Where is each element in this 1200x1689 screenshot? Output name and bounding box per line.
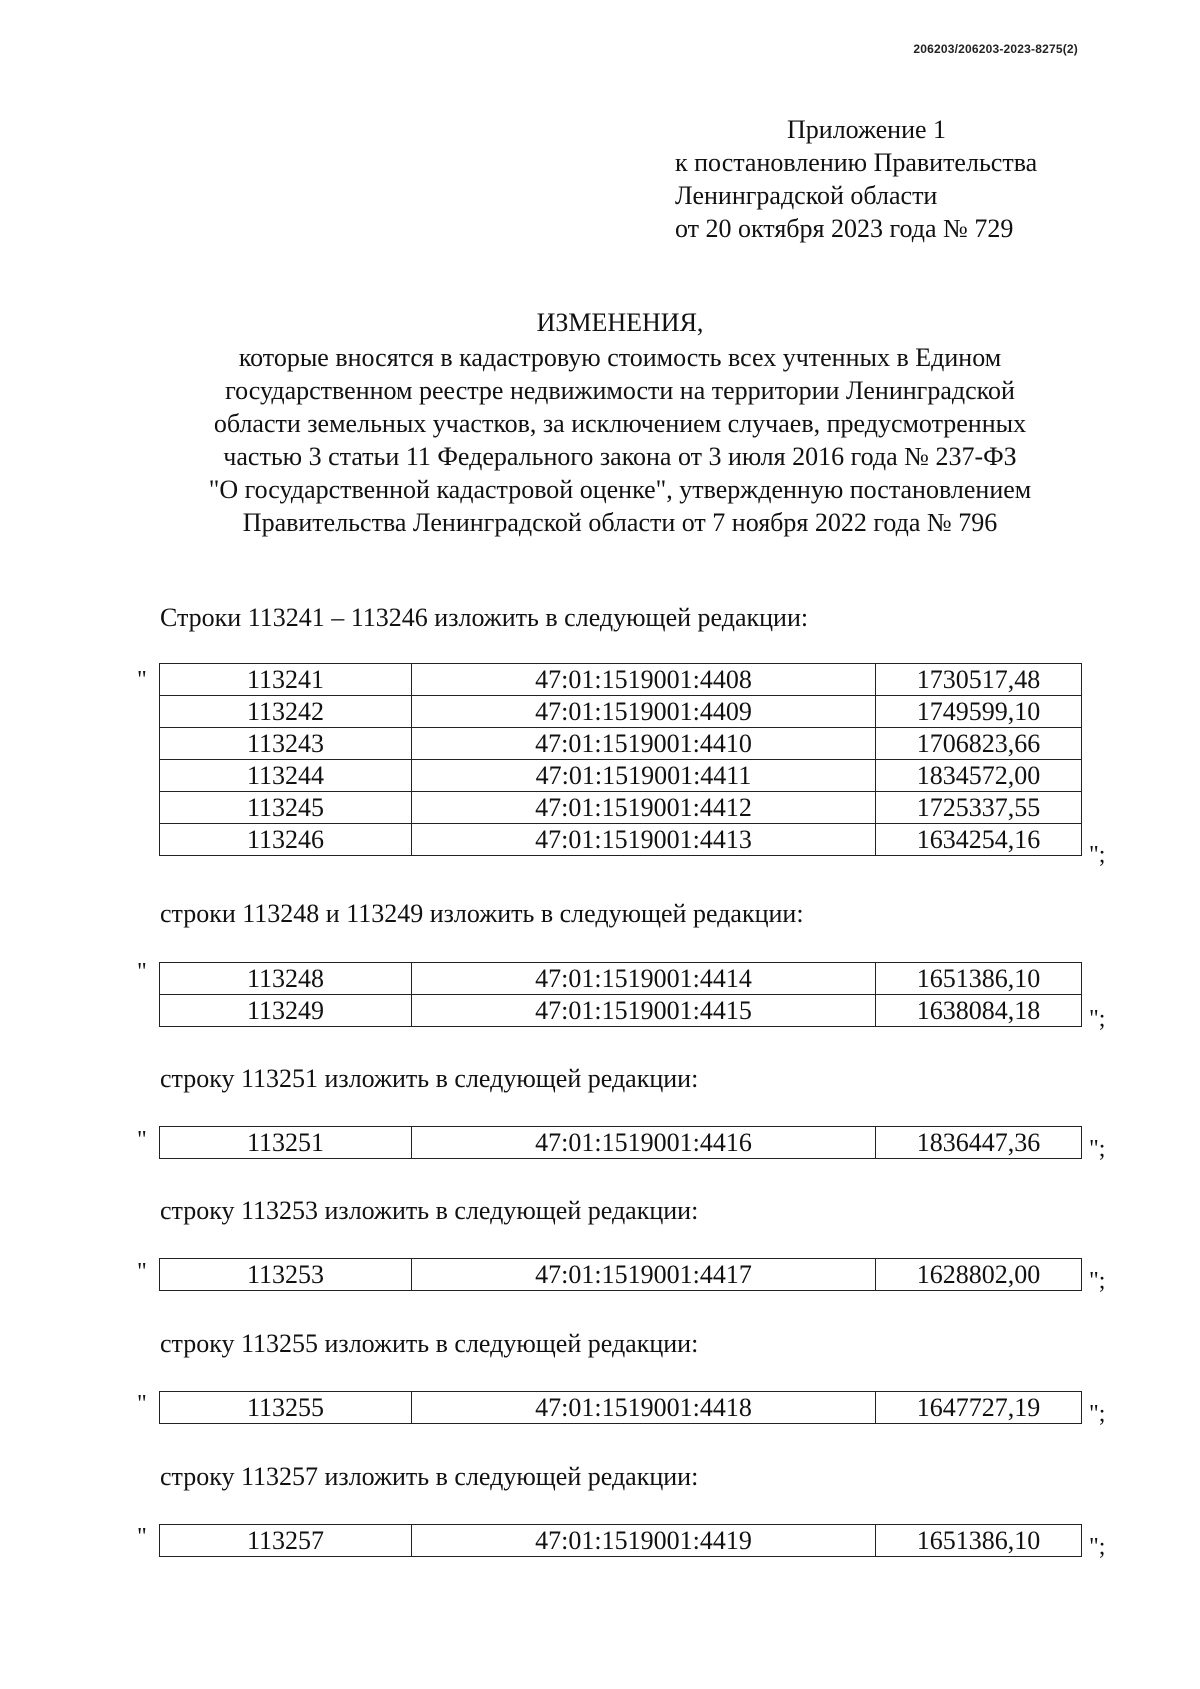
- row-number: 113243: [160, 728, 412, 760]
- table-row: [160, 664, 1082, 696]
- amendment-table: [159, 1524, 1082, 1557]
- cadastral-value: 1628802,00: [876, 1259, 1082, 1291]
- open-quote: ": [137, 1127, 147, 1153]
- heading-title: ИЗМЕНЕНИЯ,: [536, 308, 704, 337]
- amendment-table: [159, 1391, 1082, 1424]
- cadastral-number: 47:01:1519001:4419: [412, 1525, 876, 1557]
- row-number: 113248: [160, 963, 412, 995]
- appendix-block: [675, 113, 1037, 245]
- cadastral-number: 47:01:1519001:4415: [412, 995, 876, 1027]
- row-number: 113255: [160, 1392, 412, 1424]
- cadastral-value: 1706823,66: [876, 728, 1082, 760]
- close-quote: ";: [1089, 1136, 1106, 1162]
- row-number: 113244: [160, 760, 412, 792]
- cadastral-value: 1651386,10: [876, 963, 1082, 995]
- heading-line: области земельных участков, за исключением случаев, предусмотренных: [213, 409, 1027, 438]
- close-quote: ";: [1089, 842, 1106, 868]
- table-row: [160, 1392, 1082, 1424]
- close-quote: ";: [1089, 1268, 1106, 1294]
- row-number: 113251: [160, 1127, 412, 1159]
- table-row: [160, 995, 1082, 1027]
- row-number: 113245: [160, 792, 412, 824]
- close-quote: ";: [1089, 1401, 1106, 1427]
- section-intro: строку 113257 изложить в следующей редакции:: [160, 1462, 699, 1491]
- cadastral-number: 47:01:1519001:4413: [412, 824, 876, 856]
- cadastral-number: 47:01:1519001:4408: [412, 664, 876, 696]
- row-number: 113249: [160, 995, 412, 1027]
- cadastral-number: 47:01:1519001:4409: [412, 696, 876, 728]
- cadastral-value: 1836447,36: [876, 1127, 1082, 1159]
- section-intro: строку 113255 изложить в следующей редакции:: [160, 1329, 699, 1358]
- cadastral-number: 47:01:1519001:4414: [412, 963, 876, 995]
- section-intro: строку 113253 изложить в следующей редакции:: [160, 1196, 699, 1225]
- table-row: [160, 1127, 1082, 1159]
- appendix-line-3: от 20 октября 2023 года № 729: [675, 214, 1014, 243]
- cadastral-number: 47:01:1519001:4411: [412, 760, 876, 792]
- table-row: [160, 696, 1082, 728]
- document-heading: [130, 306, 1110, 539]
- cadastral-value: 1638084,18: [876, 995, 1082, 1027]
- appendix-title: Приложение 1: [787, 115, 947, 144]
- close-quote: ";: [1089, 1534, 1106, 1560]
- amendment-table: [159, 1126, 1082, 1159]
- table-row: [160, 1525, 1082, 1557]
- table-row: [160, 760, 1082, 792]
- amendment-table: [159, 663, 1082, 856]
- cadastral-number: 47:01:1519001:4416: [412, 1127, 876, 1159]
- cadastral-value: 1647727,19: [876, 1392, 1082, 1424]
- document-id: 206203/206203-2023-8275(2): [913, 42, 1078, 56]
- amendment-table: [159, 962, 1082, 1027]
- cadastral-value: 1651386,10: [876, 1525, 1082, 1557]
- heading-line: частью 3 статьи 11 Федерального закона от 3 июля 2016 года № 237-ФЗ: [223, 442, 1017, 471]
- cadastral-number: 47:01:1519001:4418: [412, 1392, 876, 1424]
- table-row: [160, 1259, 1082, 1291]
- cadastral-value: 1749599,10: [876, 696, 1082, 728]
- heading-line: государственном реестре недвижимости на территории Ленинградской: [225, 376, 1015, 405]
- section-intro: строки 113248 и 113249 изложить в следующей редакции:: [160, 899, 804, 928]
- cadastral-number: 47:01:1519001:4410: [412, 728, 876, 760]
- cadastral-number: 47:01:1519001:4412: [412, 792, 876, 824]
- row-number: 113242: [160, 696, 412, 728]
- heading-line: которые вносятся в кадастровую стоимость всех учтенных в Едином: [238, 343, 1002, 372]
- open-quote: ": [137, 667, 147, 693]
- section-intro: строку 113251 изложить в следующей редакции:: [160, 1064, 699, 1093]
- close-quote: ";: [1089, 1006, 1106, 1032]
- cadastral-value: 1725337,55: [876, 792, 1082, 824]
- cadastral-value: 1634254,16: [876, 824, 1082, 856]
- row-number: 113246: [160, 824, 412, 856]
- open-quote: ": [137, 1524, 147, 1550]
- table-row: [160, 728, 1082, 760]
- section-intro: Строки 113241 – 113246 изложить в следующей редакции:: [160, 603, 809, 632]
- appendix-line-1: к постановлению Правительства: [675, 148, 1038, 177]
- amendment-table: [159, 1258, 1082, 1291]
- cadastral-value: 1834572,00: [876, 760, 1082, 792]
- appendix-line-2: Ленинградской области: [675, 181, 938, 210]
- open-quote: ": [137, 959, 147, 985]
- heading-line: Правительства Ленинградской области от 7 ноября 2022 года № 796: [242, 508, 998, 537]
- table-row: [160, 824, 1082, 856]
- heading-line: "О государственной кадастровой оценке", утвержденную постановлением: [208, 475, 1032, 504]
- cadastral-number: 47:01:1519001:4417: [412, 1259, 876, 1291]
- row-number: 113241: [160, 664, 412, 696]
- cadastral-value: 1730517,48: [876, 664, 1082, 696]
- table-row: [160, 963, 1082, 995]
- open-quote: ": [137, 1391, 147, 1417]
- open-quote: ": [137, 1259, 147, 1285]
- row-number: 113257: [160, 1525, 412, 1557]
- table-row: [160, 792, 1082, 824]
- row-number: 113253: [160, 1259, 412, 1291]
